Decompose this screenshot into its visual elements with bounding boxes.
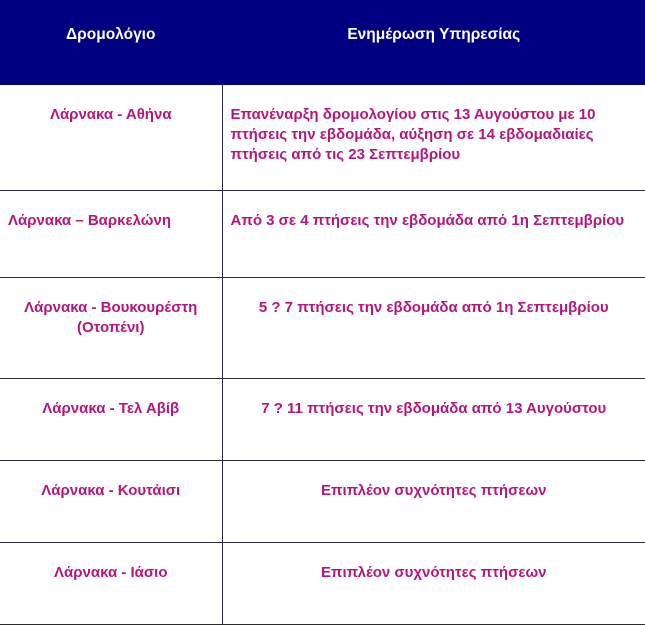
- table-row: [0, 85, 645, 191]
- table-row: [0, 461, 645, 543]
- update-cell: 5 ? 7 πτήσεις την εβδομάδα από 1η Σεπτεμβρίου: [222, 278, 645, 379]
- update-cell: 7 ? 11 πτήσεις την εβδομάδα από 13 Αυγούστου: [222, 379, 645, 461]
- table-row: [0, 543, 645, 625]
- table-row: [0, 278, 645, 379]
- table-row: [0, 191, 645, 278]
- table-row: [0, 379, 645, 461]
- route-cell: Λάρνακα - Τελ Αβίβ: [0, 379, 222, 461]
- route-cell: Λάρνακα - Αθήνα: [0, 85, 222, 191]
- update-cell: Επιπλέον συχνότητες πτήσεων: [222, 461, 645, 543]
- route-cell: Λάρνακα - Βουκουρέστη (Οτοπένι): [0, 278, 222, 379]
- route-cell: Λάρνακα - Κουτάισι: [0, 461, 222, 543]
- update-cell: Επιπλέον συχνότητες πτήσεων: [222, 543, 645, 625]
- header-service-update: Ενημέρωση Υπηρεσίας: [222, 0, 645, 85]
- header-row: [0, 0, 645, 85]
- header-route: Δρομολόγιο: [0, 0, 222, 85]
- update-cell: Επανέναρξη δρομολογίου στις 13 Αυγούστου με 10 πτήσεις την εβδομάδα, αύξηση σε 14 εβδομαδιαίες πτήσεις από τις 23 Σεπτεμβρίου: [222, 85, 645, 191]
- route-cell: Λάρνακα – Βαρκελώνη: [0, 191, 222, 278]
- route-cell: Λάρνακα - Ιάσιο: [0, 543, 222, 625]
- update-cell: Από 3 σε 4 πτήσεις την εβδομάδα από 1η Σεπτεμβρίου: [222, 191, 645, 278]
